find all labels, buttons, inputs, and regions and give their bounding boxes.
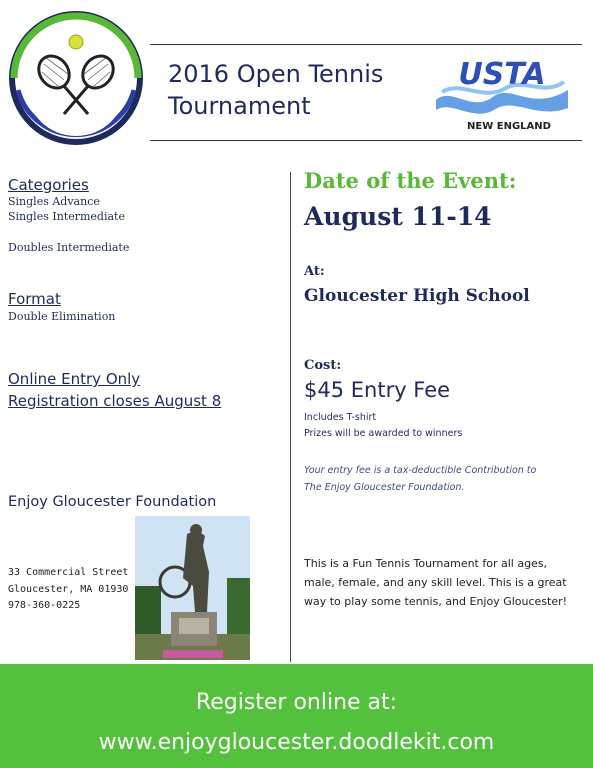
venue-label: At: xyxy=(304,264,325,279)
category-item: Singles Intermediate xyxy=(8,210,125,223)
event-title-line1: 2016 Open Tennis xyxy=(168,60,384,88)
description-line2: male, female, and any skill level. This is a great xyxy=(304,576,567,589)
fisherman-statue-photo xyxy=(135,516,250,660)
online-entry-note: Online Entry Only xyxy=(8,370,141,388)
header-rule-top xyxy=(150,44,582,45)
address-city: Gloucester, MA 01930 xyxy=(8,584,129,595)
svg-text:USTA: USTA xyxy=(458,57,546,92)
prizes-note: Prizes will be awarded to winners xyxy=(304,428,463,439)
usta-logo xyxy=(432,56,572,116)
registration-deadline: Registration closes August 8 xyxy=(8,392,222,410)
date-label: Date of the Event: xyxy=(304,168,517,193)
register-label: Register online at: xyxy=(195,690,398,715)
tax-note-line1: Your entry fee is a tax-deductible Contribution to xyxy=(304,465,537,476)
format-heading: Format xyxy=(8,290,61,308)
description-line1: This is a Fun Tennis Tournament for all ages, xyxy=(304,557,548,570)
address-street: 33 Commercial Street xyxy=(8,567,129,578)
cost-label: Cost: xyxy=(304,358,342,373)
entry-fee: $45 Entry Fee xyxy=(304,378,451,402)
description-line3: way to play some tennis, and Enjoy Gloucester! xyxy=(304,595,568,608)
venue-name: Gloucester High School xyxy=(304,286,530,306)
address-phone: 978-360-0225 xyxy=(8,600,81,611)
foundation-name: Enjoy Gloucester Foundation xyxy=(8,494,217,510)
header-rule-bottom xyxy=(150,140,582,141)
event-title xyxy=(168,58,438,122)
format-value: Double Elimination xyxy=(8,310,116,323)
column-divider xyxy=(290,172,291,662)
tax-note-line2: The Enjoy Gloucester Foundation. xyxy=(304,482,465,493)
tournament-logo xyxy=(8,10,144,146)
categories-heading: Categories xyxy=(8,176,89,194)
register-url-link[interactable]: www.enjoygloucester.doodlekit.com xyxy=(98,730,495,755)
category-item: Singles Advance xyxy=(8,195,100,208)
event-title-line2: Tournament xyxy=(168,92,311,120)
usta-region: NEW ENGLAND xyxy=(467,121,551,132)
category-item: Doubles Intermediate xyxy=(8,241,130,254)
includes-tshirt: Includes T-shirt xyxy=(304,412,377,423)
event-date: August 11-14 xyxy=(304,202,492,231)
